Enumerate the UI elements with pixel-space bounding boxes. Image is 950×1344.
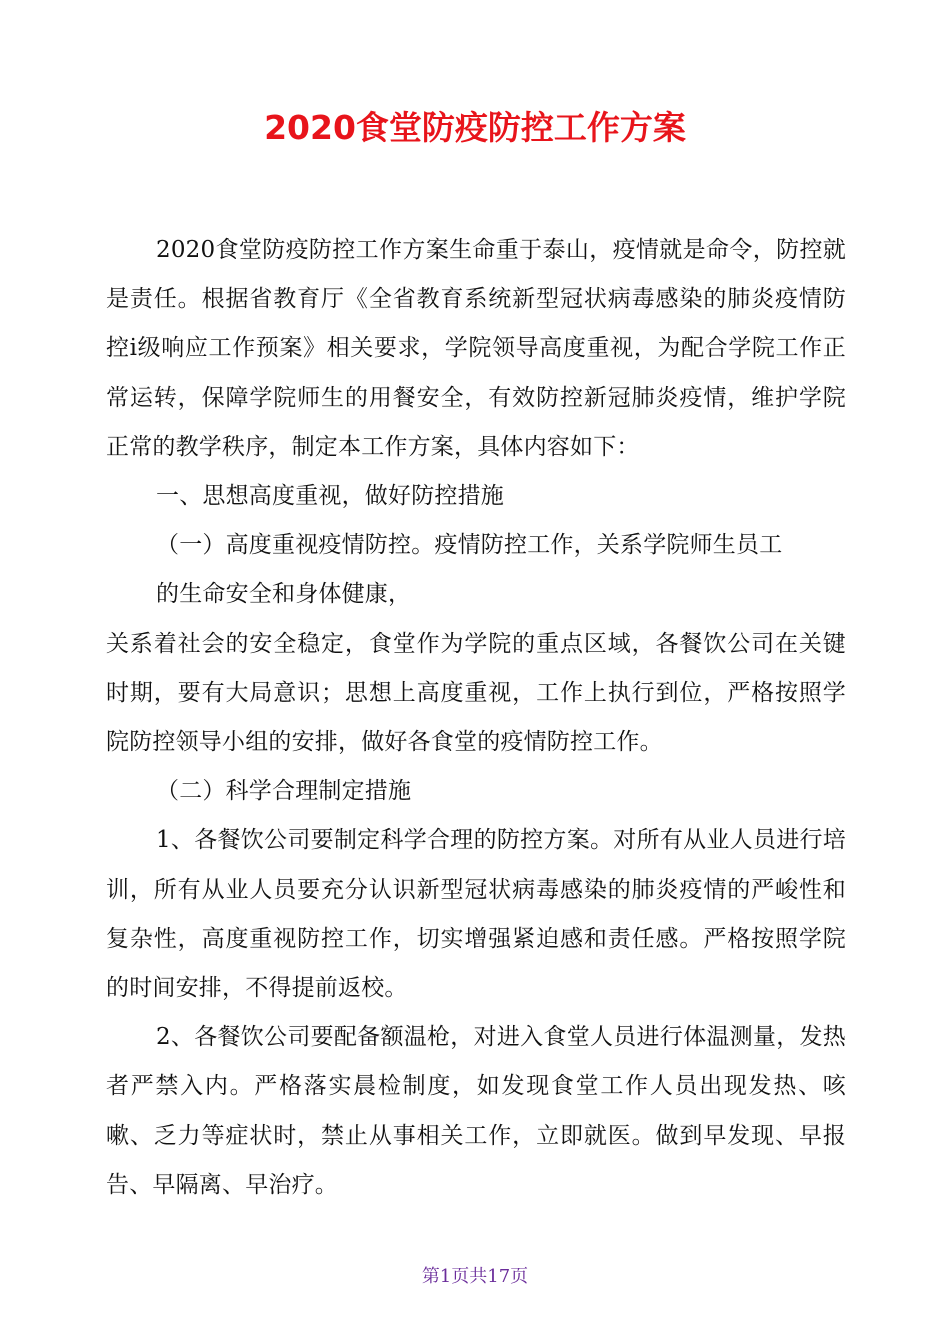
subheading-2: （二）科学合理制定措施 [156, 778, 412, 805]
paragraph-item-1: 1、各餐饮公司要制定科学合理的防控方案。对所有从业人员进行培训，所有从业人员要充分认识新型冠状病毒感染的肺炎疫情的严峻性和复杂性，高度重视防控工作，切实增强紧迫感和责任感。严格按照学院的时间安排，不得提前返校。 [106, 827, 846, 1002]
document-title: 2020食堂防疫防控工作方案 [264, 108, 686, 147]
paragraph-importance: 关系着社会的安全稳定，食堂作为学院的重点区域，各餐饮公司在关键时期，要有大局意识；思想上高度重视，工作上执行到位，严格按照学院防控领导小组的安排，做好各食堂的疫情防控工作。 [106, 630, 846, 756]
paragraph-continuation: 的生命安全和身体健康， [156, 581, 412, 608]
subheading-1: （一）高度重视疫情防控。疫情防控工作，关系学院师生员工 [156, 532, 783, 559]
paragraph-intro: 2020食堂防疫防控工作方案生命重于泰山，疫情就是命令，防控就是责任。根据省教育厅《全省教育系统新型冠状病毒感染的肺炎疫情防控ⅰ级响应工作预案》相关要求，学院领导高度重视，为配合学院工作正常运转，保障学院师生的用餐安全，有效防控新冠肺炎疫情，维护学院正常的教学秩序，制定本工作方案，具体内容如下： [106, 237, 846, 460]
heading-section-1: 一、思想高度重视，做好防控措施 [156, 483, 504, 510]
page-indicator: 第1页共17页 [421, 1266, 529, 1287]
document-body [106, 226, 846, 1210]
paragraph-item-2: 2、各餐饮公司要配备额温枪，对进入食堂人员进行体温测量，发热者严禁入内。严格落实晨检制度，如发现食堂工作人员出现发热、咳嗽、乏力等症状时，禁止从事相关工作，立即就医。做到早发现、早报告、早隔离、早治疗。 [106, 1024, 846, 1198]
